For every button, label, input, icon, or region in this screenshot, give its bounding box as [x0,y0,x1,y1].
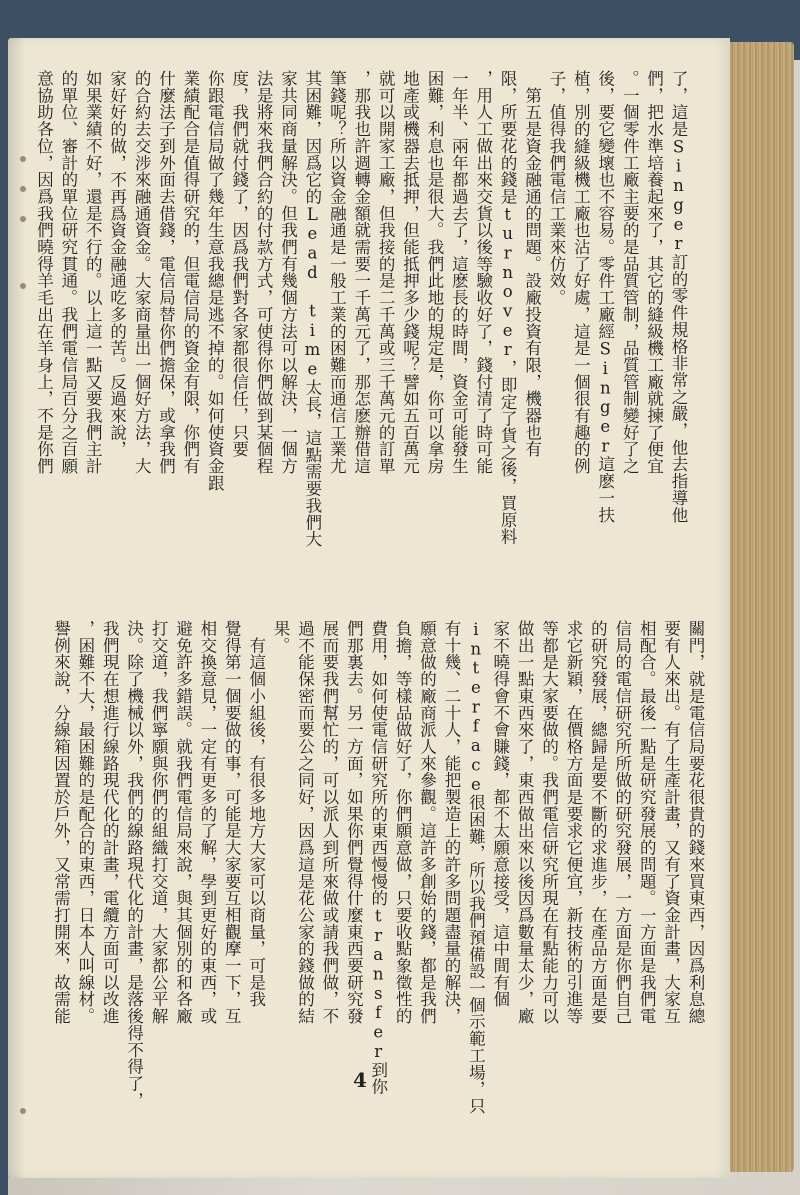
top-text-block [31,70,690,610]
text-column: 打交道，我們寧願與你們的組織打交道，大家都公平解 [149,620,169,1025]
text-column: 我們現在想進行線路現代化的計畫，電纜方面可以改進 [100,620,120,1025]
text-column: 覺得第一個要做的事，可能是大家要互相觀摩一下，互 [222,620,242,1025]
text-column: 展而要我們幫忙的，可以派人到所來做或請我們做，不 [319,620,339,1025]
text-column: 第五是資金融通的問題。設廠投資有限，機器也有 [522,70,542,458]
text-column: 們，把水準培養起來了，其它的縫級機工廠就揀了便宜 [644,70,664,475]
text-column: 的單位、審計的單位研究貫通。我們電信局百分之百願 [58,70,78,475]
text-column: ，那我也許週轉金額就需要一千萬元了，那怎麽辦借這 [351,70,371,475]
text-column: 地產或機器去抵押，但能抵押多少錢呢？譬如五百萬元 [400,70,420,475]
text-column: 一年半、兩年都過去了，這麽長的時間，資金可能發生 [449,70,469,475]
text-column: 信局的電信研究所所做的研究發展，一方面是你們自己 [612,620,632,1025]
text-column: 避免許多錯誤。就我們電信局來說，與其個別的和各廠 [173,620,193,1025]
text-column: 決。除了機械以外，我們的線路現代化的計畫，是落後得不得了， [124,620,144,1109]
text-column: 過不能保密而要公之同好，因爲這是花公家的錢做的結 [295,620,315,1025]
text-column: 如果業績不好，還是不行的。以上這一點又要我們主計 [83,70,103,475]
text-column: 負擔，等樣品做好了，你們願意做，只要收點象徵性的 [393,620,413,1025]
text-column: 的研究發展，總歸是要不斷的求進步，在產品方面是要 [588,620,608,1025]
book-cover-left [0,0,8,1195]
text-column: 其困難，因爲它的Lead time太長，這點需要我們大 [302,70,322,548]
text-column: 法是將來我們合約的付款方式，可使得你們做到某個程 [254,70,274,475]
text-column: 費用，如何使電信研究所的東西慢慢的transfer到你 [368,620,388,1095]
text-column: 度，我們就付錢了，因爲我們對各家都很信任，只要 [229,70,249,458]
text-column: 。一個零件工廠主要的是品質管制，品質管制變好了之 [620,70,640,475]
bottom-text-block [48,620,707,1115]
text-column: 家好好的做，不再爲資金融通吃多的苦。反過來說， [107,70,127,458]
text-column: 做出一點東西來了，東西做出來以後因爲數量太少，廠 [515,620,535,1025]
text-column: 譽例來說，分線箱因置於戶外，又常需打開來，故需能 [51,620,71,1025]
text-column: 家不曉得會不會賺錢，都不太願意接受，這中間有個 [490,620,510,1008]
text-column: 筆錢呢？所以資金融通是一般工業的困難而通信工業尤 [327,70,347,475]
page-gutter-shadow [8,38,26,1178]
text-column: 有這個小組後，有很多地方大家可以商量，可是我 [246,620,266,1008]
text-column: 限，所要花的錢是turnover，即定了貨之後，買原料 [498,70,518,545]
text-column: 就可以開家工廠，但我接的是二千萬或三千萬元的訂單 [376,70,396,475]
text-column: 困難，利息也是很大。我們此地的規定是，你可以拿房 [424,70,444,475]
text-column: 子，值得我們電信工業來仿效。 [546,70,566,306]
text-column: 有十幾、二十人，能把製造上的許多問題盡量的解決， [441,620,461,1025]
page-edges [722,42,794,1172]
page-number: 4 [353,1068,367,1092]
text-column: 相配合。最後一點是研究發展的問題。一方面是我們電 [637,620,657,1025]
text-column: 相交換意見，一定有更多的了解，學到更好的東西，或 [197,620,217,1025]
text-column: 果。 [271,620,291,654]
text-column: ，用人工做出來交貨以後等驗收好了，錢付清了時可能 [473,70,493,475]
text-column: ，困難不大，最困難的是配合的東西，日本人叫線材。 [75,620,95,1025]
text-column: 了，這是Singer訂的零件規格非常之嚴，他去指導他 [669,70,688,524]
text-column: 關門，就是電信局要花很貴的錢來買東西，因爲利息總 [686,620,705,1025]
text-column: 植，別的縫級機工廠也沾了好處，這是一個很有趣的例 [571,70,591,475]
text-column: 你跟電信局做了幾年生意我總是逃不掉的。如何使資金跟 [205,70,225,492]
text-column: 們那裏去。另一方面，如果你們覺得什麼東西要研究發 [344,620,364,1025]
text-column: 後，要它變壞也不容易。零件工廠經Singer這麽一扶 [595,70,615,524]
text-column: 要有人來出。有了生產計畫，又有了資金計畫，大家互 [661,620,681,1025]
text-column: 什麼法子到外面去借錢，電信局替你們擔保，或拿我們 [156,70,176,475]
text-column: interface很困難，所以我們預備設一個示範工場，只 [466,620,486,1115]
text-column: 求它新穎，在價格方面是要求它便宜，新技術的引進等 [563,620,583,1025]
text-column: 業績配合是值得研究的，但電信局的資金有限，你們有 [180,70,200,475]
text-column: 家共同商量解決。但我們有幾個方法可以解決，一個方 [278,70,298,475]
text-column: 等都是大家要做的。我們電信研究所現在有點能力可以 [539,620,559,1025]
text-column: 的合約去交涉來融通資金。大家商量出一個好方法，大 [132,70,152,475]
text-column: 意協助各位，因爲我們曉得羊毛出在羊身上，不是你們 [34,70,54,475]
text-column: 願意做的廠商派人來參觀。這許多創始的錢，都是我們 [417,620,437,1025]
